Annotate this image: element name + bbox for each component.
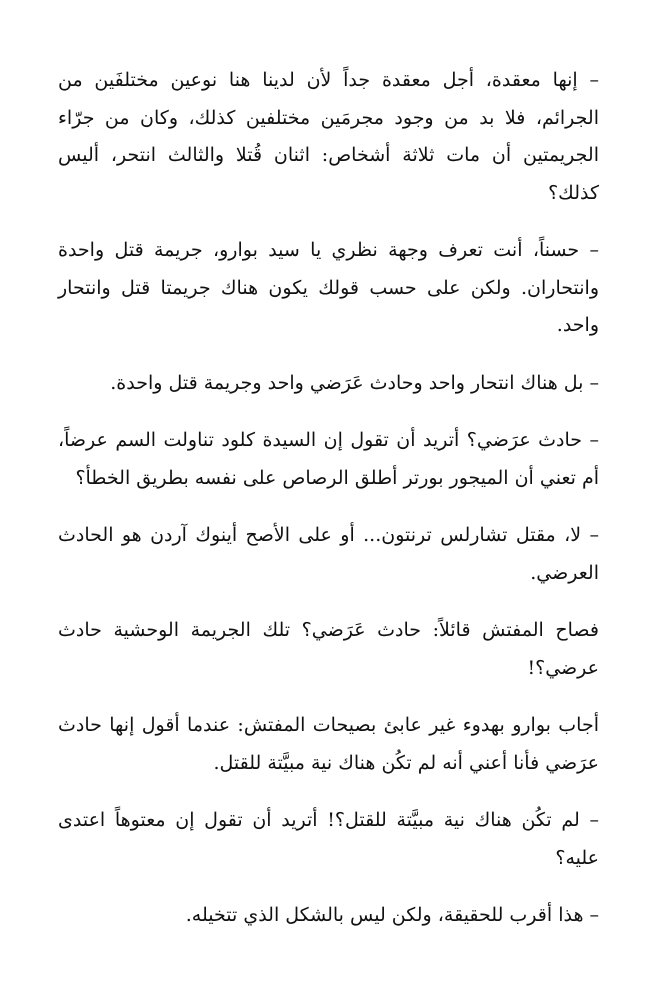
paragraph-8: – لم تكُن هناك نية مبيَّتة للقتل؟! أتريد أن تقول إن معتوهاً اعتدى عليه؟ (58, 809, 599, 869)
paragraph-5: – لا، مقتل تشارلس ترنتون... أو على الأصح أينوك آردن هو الحادث العرضي. (58, 524, 599, 584)
paragraph-3: – بل هناك انتحار واحد وحادث عَرَضي واحد وجريمة قتل واحدة. (110, 371, 599, 394)
paragraph-1: – إنها معقدة، أجل معقدة جداً لأن لدينا هنا نوعين مختلفَين من الجرائم، فلا بد من وجود مجرمَين مختلفين كذلك، وكان من جرّاء الجريمتين أن مات ثلاثة أشخاص: اثنان قُتلا والثالث انتحر، أليس كذلك؟ (58, 69, 599, 204)
paragraph-4: – حادث عرَضي؟ أتريد أن تقول إن السيدة كلود تناولت السم عرضاً، أم تعني أن الميجور بورتر أطلق الرصاص على نفسه بطريق الخطأ؟ (58, 429, 599, 489)
paragraph-2: – حسناً، أنت تعرف وجهة نظري يا سيد بوارو، جريمة قتل واحدة وانتحاران. ولكن على حسب قولك يكون هناك جريمتا قتل وانتحار واحد. (58, 239, 599, 336)
paragraph-6: فصاح المفتش قائلاً: حادث عَرَضي؟ تلك الجريمة الوحشية حادث عرضي؟! (58, 619, 599, 679)
paragraph-9: – هذا أقرب للحقيقة، ولكن ليس بالشكل الذي تتخيله. (185, 904, 599, 926)
paragraph-7: أجاب بوارو بهدوء غير عابئ بصيحات المفتش: عندما أقول إنها حادث عرَضي فأنا أعني أنه لم تكُن هناك نية مبيَّتة للقتل. (58, 714, 599, 774)
